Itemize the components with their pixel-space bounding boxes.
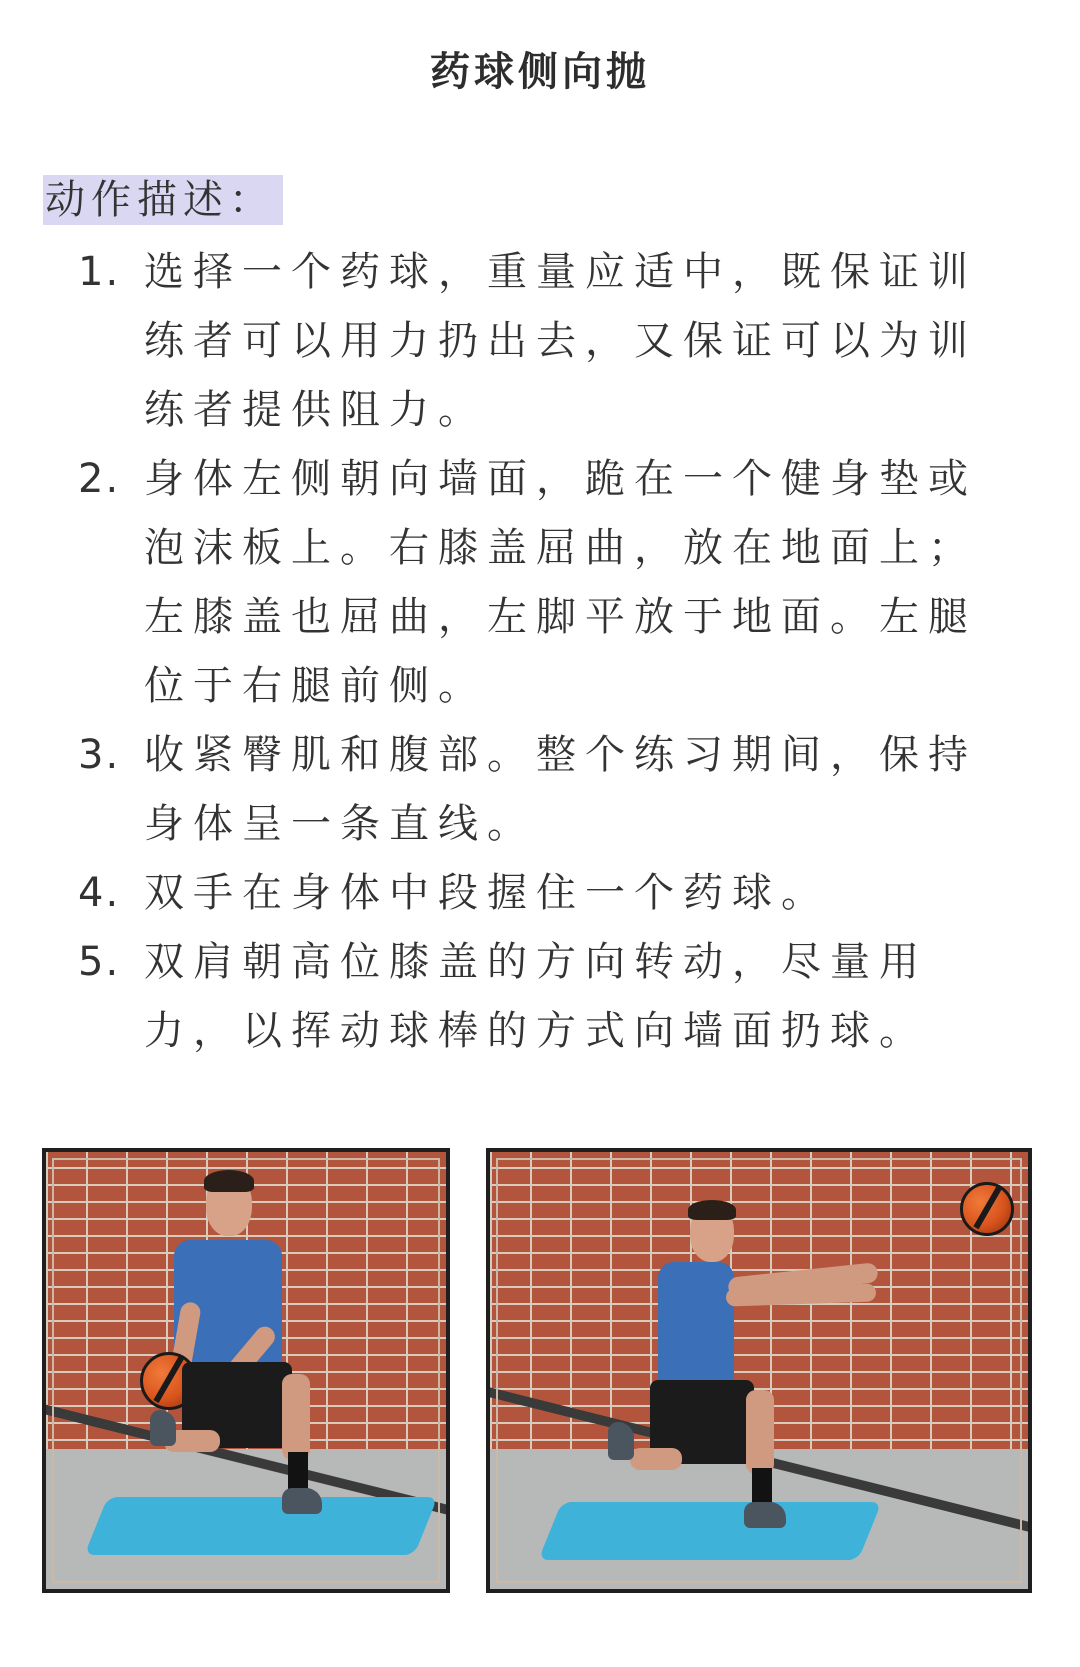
athlete-figure <box>46 1152 446 1589</box>
back-shoe <box>150 1410 176 1446</box>
shirt <box>658 1262 734 1386</box>
section-label: 动作描述： <box>43 175 283 225</box>
step-number: 4. <box>78 870 121 916</box>
back-leg <box>630 1448 682 1470</box>
step-text: 收紧臀肌和腹部。整个练习期间，保持身体呈一条直线。 <box>144 732 977 847</box>
athlete-figure <box>490 1152 1028 1589</box>
step-number: 3. <box>78 732 121 778</box>
list-item <box>78 928 1018 1066</box>
exercise-photo-start <box>42 1148 450 1593</box>
page-title: 药球侧向抛 <box>430 49 650 95</box>
step-number: 1. <box>78 249 121 295</box>
front-leg <box>282 1374 310 1460</box>
step-number: 5. <box>78 939 121 985</box>
back-shoe <box>608 1422 634 1460</box>
hair <box>688 1200 736 1220</box>
exercise-photo-throw <box>486 1148 1032 1593</box>
shoe <box>744 1502 786 1528</box>
shoe <box>282 1488 322 1514</box>
step-text: 双手在身体中段握住一个药球。 <box>144 870 830 916</box>
step-text: 选择一个药球，重量应适中，既保证训练者可以用力扔出去，又保证可以为训练者提供阻力。 <box>144 249 977 433</box>
list-item <box>78 445 1018 721</box>
list-item <box>78 238 1018 445</box>
list-item <box>78 859 1018 928</box>
hair <box>204 1170 254 1192</box>
front-leg <box>746 1390 774 1474</box>
step-text: 双肩朝高位膝盖的方向转动，尽量用力，以挥动球棒的方式向墙面扔球。 <box>144 939 928 1054</box>
list-item <box>78 721 1018 859</box>
extended-arm <box>726 1283 877 1306</box>
step-text: 身体左侧朝向墙面，跪在一个健身垫或泡沫板上。右膝盖屈曲，放在地面上；左膝盖也屈曲，左脚平放于地面。左腿位于右腿前侧。 <box>144 456 977 709</box>
step-list <box>78 238 1018 1066</box>
step-number: 2. <box>78 456 121 502</box>
